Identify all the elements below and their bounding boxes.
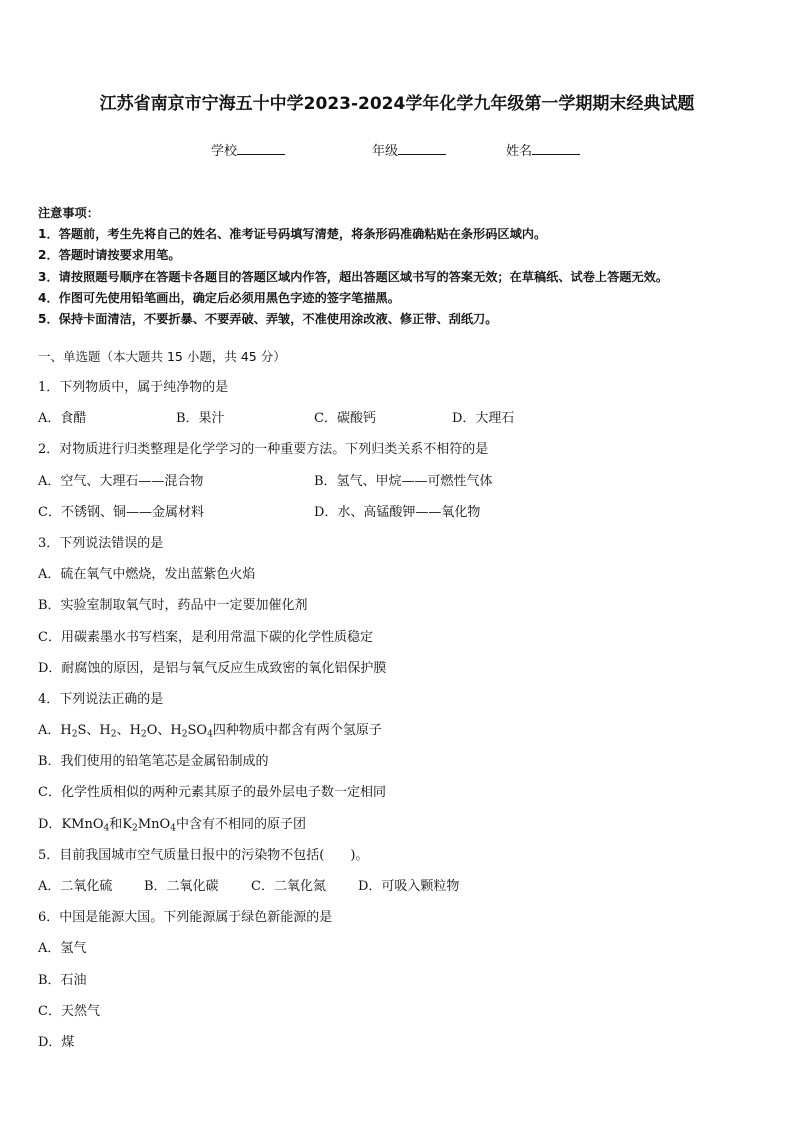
option-c: C．用碳素墨水书写档案，是利用常温下碳的化学性质稳定 <box>38 629 373 645</box>
option-b: B．实验室制取氧气时，药品中一定要加催化剂 <box>38 598 308 614</box>
option-c: C．碳酸钙 <box>314 411 376 427</box>
question-1-options <box>38 403 768 434</box>
question-5-options <box>38 871 768 902</box>
option-b: B．氢气、甲烷——可燃性气体 <box>314 473 493 489</box>
question-4-stem: 4．下列说法正确的是 <box>38 691 164 707</box>
option-b: B．我们使用的铅笔笔芯是金属铅制成的 <box>38 754 269 770</box>
option-d: D．KMnO$_4$和$K_2MnO_4$中含有不相同的原子团 <box>38 816 306 833</box>
option-a: A．氢气 <box>38 941 87 957</box>
option-d-mid: 和 <box>109 816 123 832</box>
option-d-prefix: D． <box>38 816 62 832</box>
option-a: A．空气、大理石——混合物 <box>38 473 204 489</box>
option-d: D．可吸入颗粒物 <box>358 879 460 894</box>
name-label: 姓名 <box>506 144 533 159</box>
option-a: A．硫在氧气中燃烧，发出蓝紫色火焰 <box>38 567 256 583</box>
option-a-text: 四种物质中都含有两个氢原子 <box>212 723 382 739</box>
school-blank <box>237 142 285 155</box>
exam-title: 江苏省南京市宁海五十中学2023-2024学年化学九年级第一学期期末经典试题 <box>99 94 695 114</box>
grade-field <box>372 140 446 159</box>
student-info-row <box>0 140 794 160</box>
option-a: A．二氧化硫 <box>38 879 113 894</box>
school-field <box>211 140 285 159</box>
question-2-options-row1 <box>38 466 768 497</box>
option-a: A．食醋 <box>38 411 87 427</box>
option-d: D．煤 <box>38 1034 75 1050</box>
questions-section <box>38 347 768 1058</box>
name-field <box>506 140 580 159</box>
note-item: 3．请按照题号顺序在答题卡各题目的答题区域内作答，超出答题区域书写的答案无效；在草稿纸、试卷上答题无效。 <box>38 269 669 284</box>
question-1-stem: 1．下列物质中，属于纯净物的是 <box>38 380 229 395</box>
option-d: D．大理石 <box>452 411 515 427</box>
option-b: B．果汁 <box>176 411 225 427</box>
note-item: 5．保持卡面清洁，不要折暴、不要弄破、弄皱，不准使用涂改液、修正带、刮纸刀。 <box>38 312 498 327</box>
question-2-options-row2 <box>38 497 768 528</box>
option-d-text: 中含有不相同的原子团 <box>175 816 306 832</box>
question-3-stem: 3．下列说法错误的是 <box>38 535 164 551</box>
option-b: B．二氧化碳 <box>144 879 219 894</box>
note-item: 1．答题前，考生先将自己的姓名、准考证号码填写清楚，将条形码准确粘贴在条形码区域内。 <box>38 227 547 242</box>
question-2-stem: 2．对物质进行归类整理是化学学习的一种重要方法。下列归类关系不相符的是 <box>38 442 489 458</box>
exam-notes <box>38 203 768 330</box>
school-label: 学校 <box>211 144 238 159</box>
grade-label: 年级 <box>372 144 399 159</box>
option-c: C．不锈钢、铜——金属材料 <box>38 504 204 520</box>
option-a-prefix: A． <box>38 723 61 739</box>
option-d: D．水、高锰酸钾——氧化物 <box>314 504 481 520</box>
option-c: C．化学性质相似的两种元素其原子的最外层电子数一定相同 <box>38 785 386 801</box>
notes-heading: 注意事项： <box>38 206 99 220</box>
option-a: A．$H_2S$、$H_2$、$H_2O$、$H_2SO_4$四种物质中都含有两个氢原子 <box>38 723 382 740</box>
option-d: D．耐腐蚀的原因，是铝与氧气反应生成致密的氧化铝保护膜 <box>38 660 387 676</box>
option-b: B．石油 <box>38 972 87 988</box>
note-item: 2．答题时请按要求用笔。 <box>38 248 181 263</box>
option-c: C．天然气 <box>38 1003 100 1019</box>
grade-blank <box>398 142 446 155</box>
question-6-stem: 6．中国是能源大国。下列能源属于绿色新能源的是 <box>38 910 333 926</box>
option-c: C．二氧化氮 <box>251 879 326 894</box>
question-5-stem: 5．目前我国城市空气质量日报中的污染物不包括( )。 <box>38 847 369 863</box>
name-blank <box>532 142 580 155</box>
note-item: 4．作图可先使用铅笔画出，确定后必须用黑色字迹的签字笔描黑。 <box>38 290 400 305</box>
section-heading: 一、单选题（本大题共 15 小题，共 45 分） <box>38 349 286 364</box>
